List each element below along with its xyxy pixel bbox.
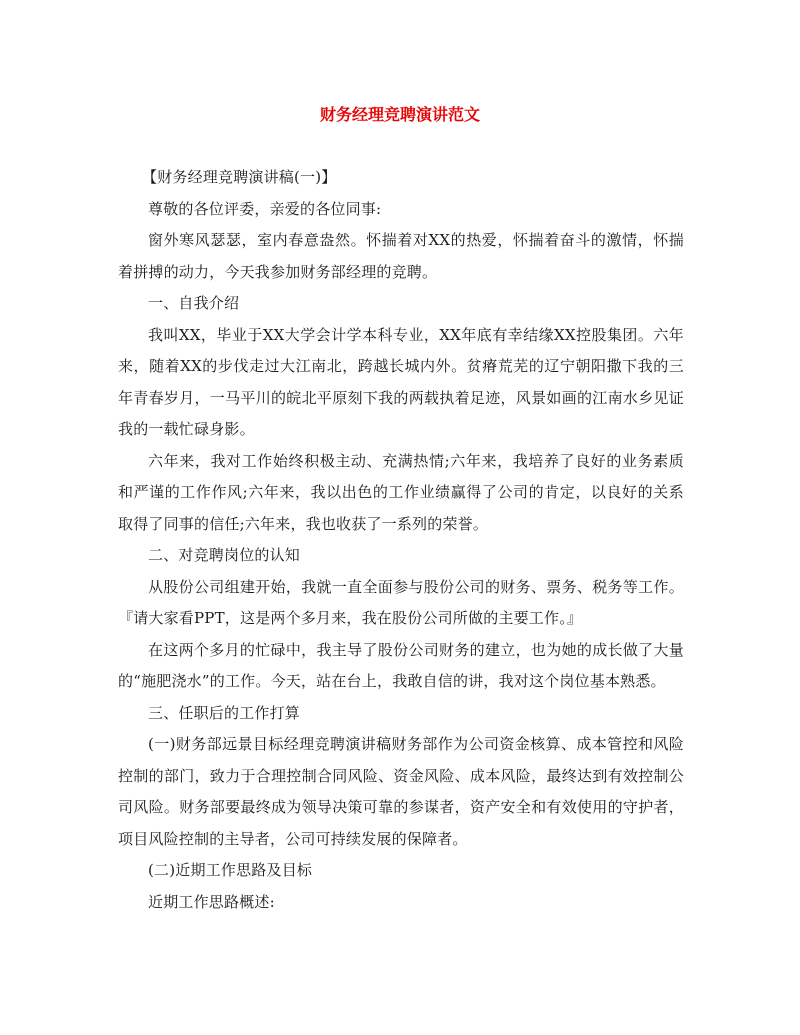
heading-work-plan: 三、任职后的工作打算 [148, 703, 301, 722]
heading-position-understanding: 二、对竞聘岗位的认知 [148, 546, 301, 564]
document-body [118, 162, 684, 918]
salutation: 尊敬的各位评委，亲爱的各位同事: [148, 199, 382, 218]
paragraph-opening: 窗外寒风瑟瑟，室内春意盎然。怀揣着对XX的热爱，怀揣着奋斗的激情，怀揣着拼搏的动力，今天我参加财务部经理的竞聘。 [118, 231, 684, 281]
paragraph-company-work: 从股份公司组建开始，我就一直全面参与股份公司的财务、票务、税务等工作。『请大家看PPT，这是两个多月来，我在股份公司所做的主要工作。』 [118, 577, 684, 627]
document-title: 财务经理竞聘演讲范文 [319, 105, 480, 124]
paragraph-busy-months: 在这两个多月的忙碌中，我主导了股份公司财务的建立，也为她的成长做了大量的“施肥浇水”的工作。今天，站在台上，我敢自信的讲，我对这个岗位基本熟悉。 [118, 640, 684, 690]
paragraph-long-term-goal: (一)财务部远景目标经理竞聘演讲稿财务部作为公司资金核算、成本管控和风险控制的部门，致力于合理控制合同风险、资金风险、成本风险，最终达到有效控制公司风险。财务部要最终成为领导决策可靠的参谋者，资产安全和有效使用的守护者，项目风险控制的主导者，公司可持续发展的保障者。 [118, 735, 684, 848]
subheading-near-term-goals: (二)近期工作思路及目标 [148, 861, 313, 879]
section-heading-speech-1: 【财务经理竞聘演讲稿(一)】 [142, 168, 337, 186]
paragraph-self-introduction: 我叫XX，毕业于XX大学会计学本科专业，XX年底有幸结缘XX控股集团。六年来，随着XX的步伐走过大江南北，跨越长城内外。贫瘠荒芜的辽宁朝阳撒下我的三年青春岁月，一马平川的皖北平原刻下我的两载执着足迹，风景如画的江南水乡见证我的一载忙碌身影。 [118, 325, 684, 438]
paragraph-near-term-overview: 近期工作思路概述: [148, 892, 275, 911]
heading-self-introduction: 一、自我介绍 [148, 294, 240, 312]
paragraph-six-years: 六年来，我对工作始终积极主动、充满热情;六年来，我培养了良好的业务素质和严谨的工作作风;六年来，我以出色的工作业绩赢得了公司的肯定，以良好的关系取得了同事的信任;六年来，我也收获了一系列的荣誉。 [118, 451, 684, 533]
